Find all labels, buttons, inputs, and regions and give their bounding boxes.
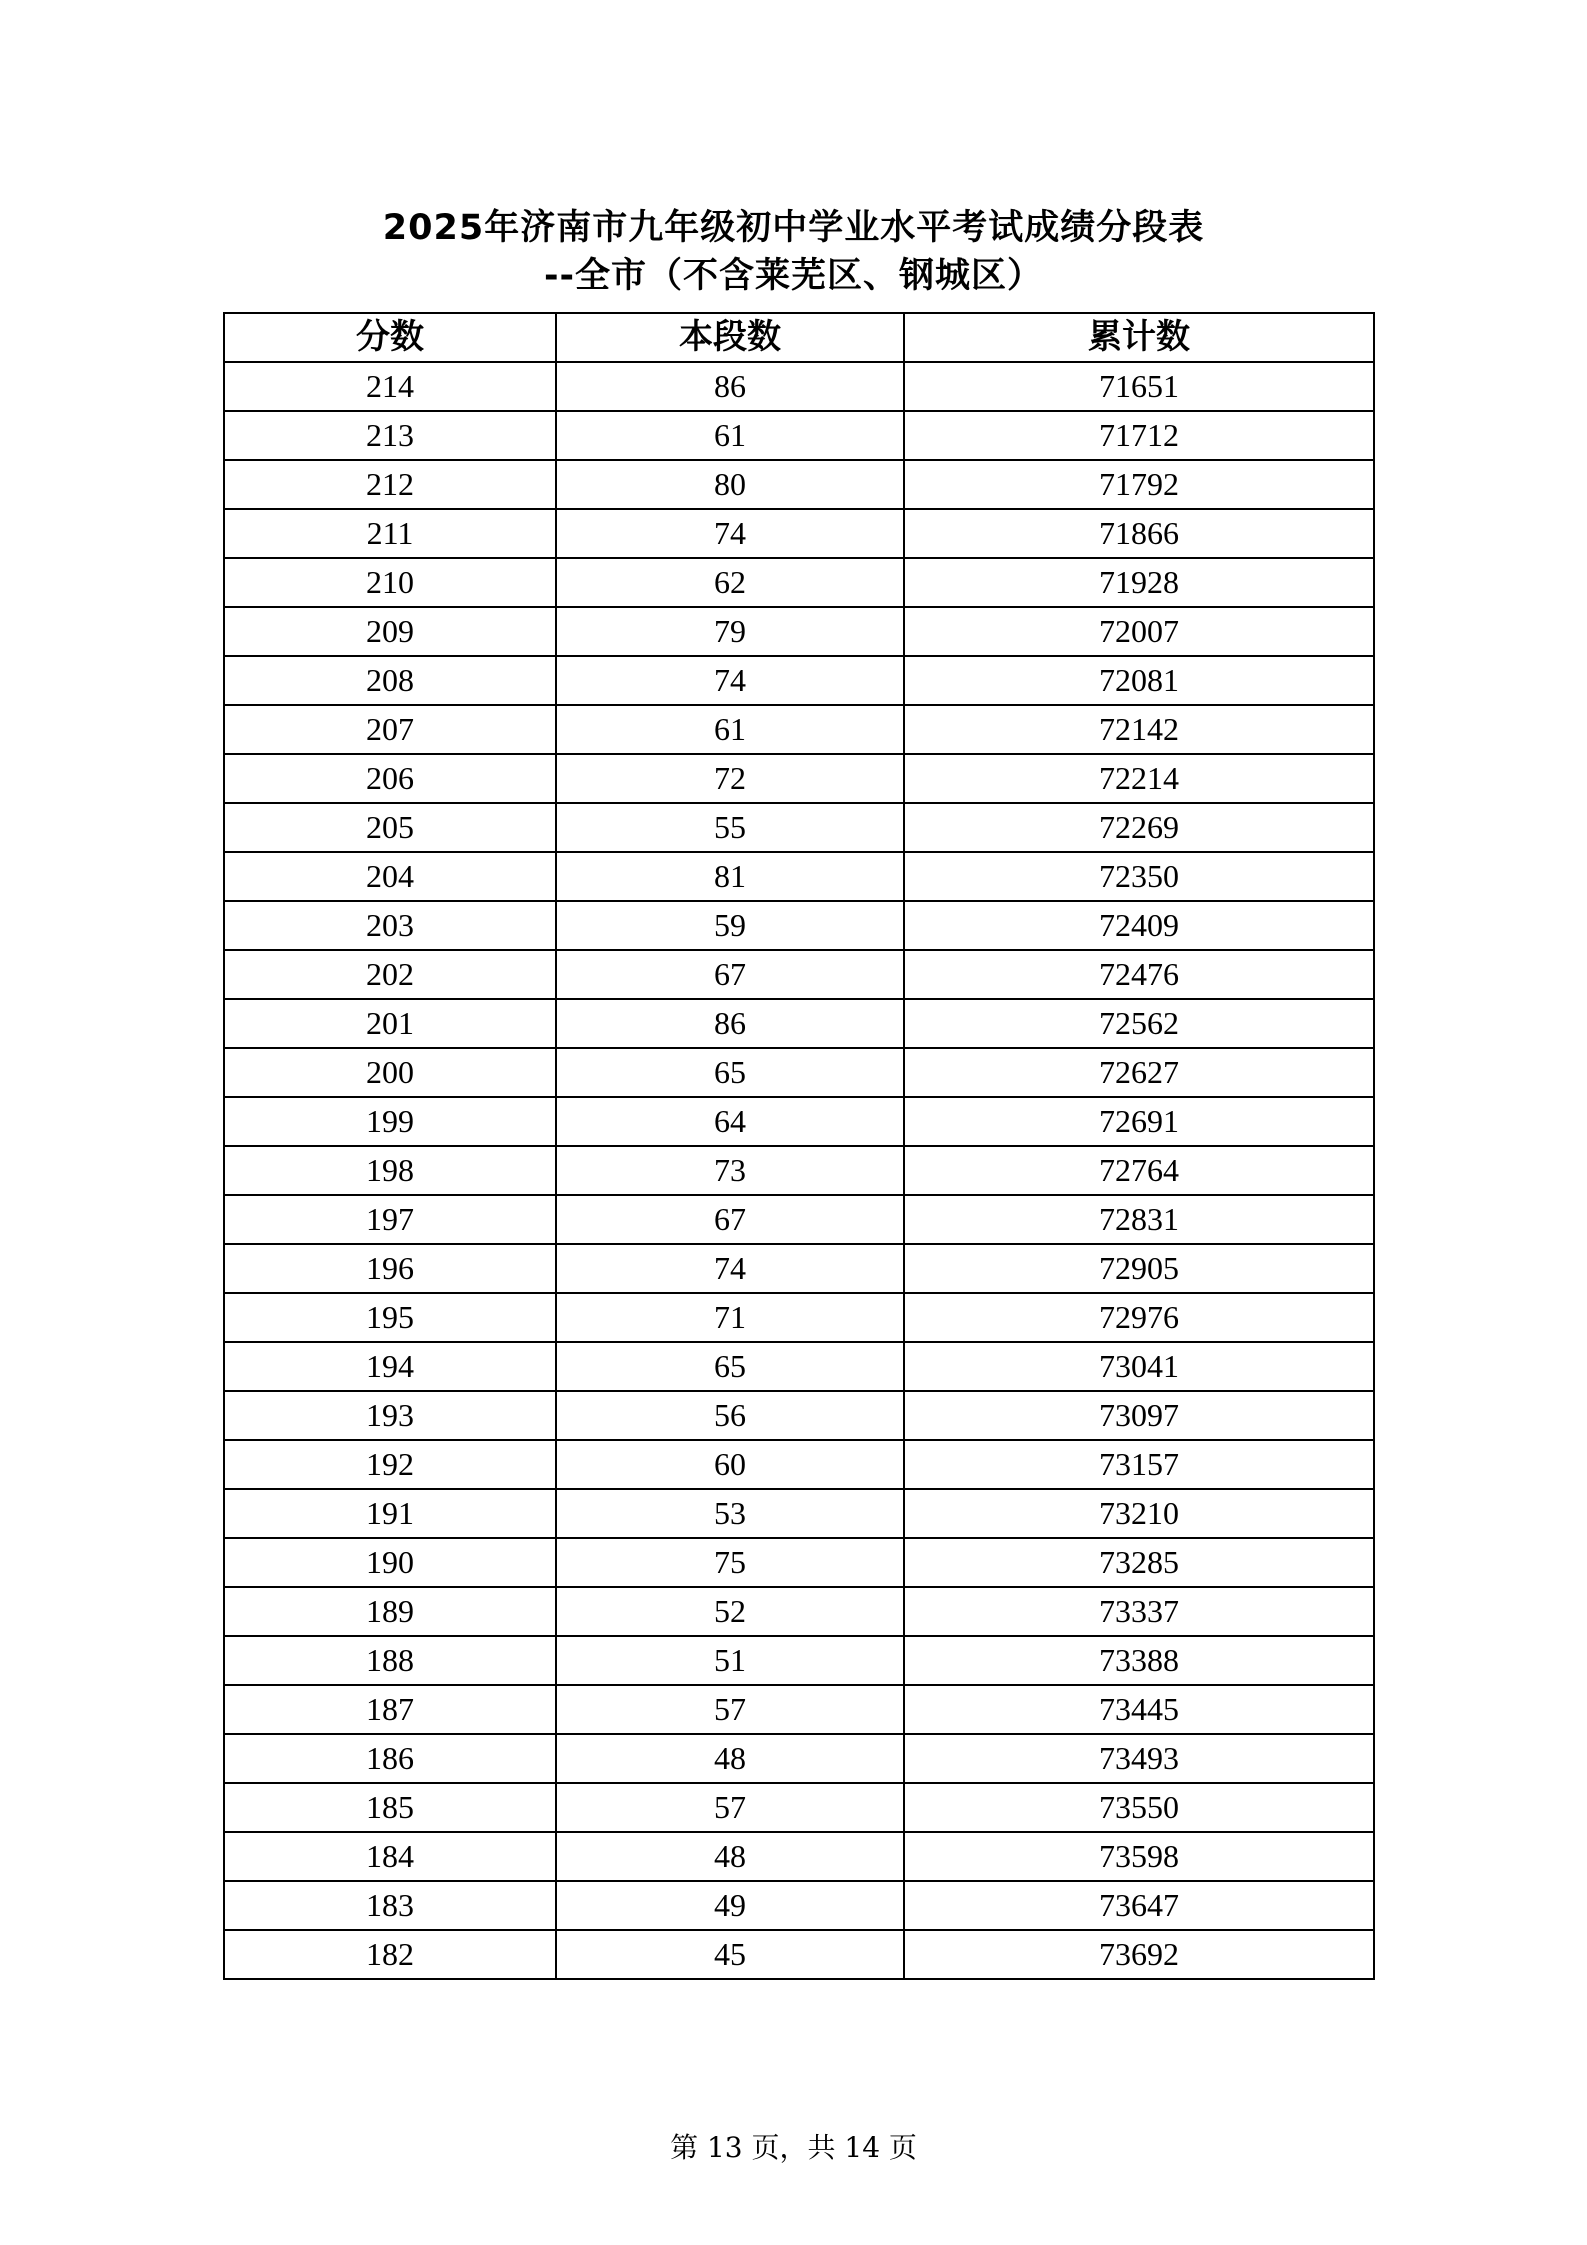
table-row [224, 1832, 1374, 1881]
score-cell: 193 [224, 1391, 556, 1440]
segment-count-cell: 62 [556, 558, 904, 607]
cumulative-count-cell: 73647 [904, 1881, 1374, 1930]
score-cell: 194 [224, 1342, 556, 1391]
table-row [224, 1734, 1374, 1783]
score-cell: 212 [224, 460, 556, 509]
score-cell: 203 [224, 901, 556, 950]
score-cell: 191 [224, 1489, 556, 1538]
table-row [224, 411, 1374, 460]
cumulative-count-cell: 72627 [904, 1048, 1374, 1097]
table-row [224, 754, 1374, 803]
cumulative-count-cell: 72269 [904, 803, 1374, 852]
cumulative-count-cell: 72142 [904, 705, 1374, 754]
segment-count-cell: 55 [556, 803, 904, 852]
cumulative-count-cell: 71651 [904, 362, 1374, 411]
segment-count-cell: 86 [556, 362, 904, 411]
segment-count-cell: 67 [556, 1195, 904, 1244]
table-row [224, 1636, 1374, 1685]
score-distribution-table [223, 312, 1375, 1980]
cumulative-count-cell: 72976 [904, 1293, 1374, 1342]
table-row [224, 1489, 1374, 1538]
table-row [224, 509, 1374, 558]
score-cell: 202 [224, 950, 556, 999]
segment-count-cell: 73 [556, 1146, 904, 1195]
segment-count-cell: 57 [556, 1783, 904, 1832]
table-row [224, 607, 1374, 656]
cumulative-count-cell: 73285 [904, 1538, 1374, 1587]
cumulative-count-cell: 72007 [904, 607, 1374, 656]
cumulative-count-cell: 73157 [904, 1440, 1374, 1489]
table-row [224, 1048, 1374, 1097]
cumulative-count-cell: 71792 [904, 460, 1374, 509]
cumulative-count-cell: 72409 [904, 901, 1374, 950]
segment-count-cell: 49 [556, 1881, 904, 1930]
score-cell: 211 [224, 509, 556, 558]
cumulative-count-cell: 72081 [904, 656, 1374, 705]
cumulative-count-cell: 72562 [904, 999, 1374, 1048]
segment-count-cell: 60 [556, 1440, 904, 1489]
cumulative-count-cell: 72691 [904, 1097, 1374, 1146]
table-row [224, 1587, 1374, 1636]
table-row [224, 558, 1374, 607]
table-row [224, 852, 1374, 901]
segment-count-cell: 65 [556, 1048, 904, 1097]
document-subtitle: --全市（不含莱芜区、钢城区） [543, 256, 1044, 296]
table-row [224, 1244, 1374, 1293]
segment-count-cell: 61 [556, 705, 904, 754]
segment-count-cell: 74 [556, 509, 904, 558]
score-cell: 192 [224, 1440, 556, 1489]
segment-count-cell: 48 [556, 1734, 904, 1783]
score-cell: 206 [224, 754, 556, 803]
header-score: 分数 [224, 313, 556, 362]
score-cell: 205 [224, 803, 556, 852]
cumulative-count-cell: 72905 [904, 1244, 1374, 1293]
segment-count-cell: 74 [556, 656, 904, 705]
cumulative-count-cell: 72214 [904, 754, 1374, 803]
score-cell: 188 [224, 1636, 556, 1685]
segment-count-cell: 86 [556, 999, 904, 1048]
segment-count-cell: 53 [556, 1489, 904, 1538]
segment-count-cell: 80 [556, 460, 904, 509]
score-cell: 182 [224, 1930, 556, 1979]
cumulative-count-cell: 72350 [904, 852, 1374, 901]
cumulative-count-cell: 72831 [904, 1195, 1374, 1244]
score-cell: 183 [224, 1881, 556, 1930]
cumulative-count-cell: 73692 [904, 1930, 1374, 1979]
score-cell: 199 [224, 1097, 556, 1146]
score-cell: 200 [224, 1048, 556, 1097]
segment-count-cell: 56 [556, 1391, 904, 1440]
cumulative-count-cell: 73210 [904, 1489, 1374, 1538]
cumulative-count-cell: 73445 [904, 1685, 1374, 1734]
score-cell: 197 [224, 1195, 556, 1244]
segment-count-cell: 57 [556, 1685, 904, 1734]
score-cell: 186 [224, 1734, 556, 1783]
table-row [224, 1097, 1374, 1146]
table-row [224, 1391, 1374, 1440]
header-segment-count: 本段数 [556, 313, 904, 362]
page-number-label: 第 13 页，共 14 页 [670, 2131, 917, 2164]
cumulative-count-cell: 73550 [904, 1783, 1374, 1832]
table-row [224, 901, 1374, 950]
score-cell: 210 [224, 558, 556, 607]
cumulative-count-cell: 71712 [904, 411, 1374, 460]
table-header-row [224, 313, 1374, 362]
table-row [224, 1538, 1374, 1587]
segment-count-cell: 75 [556, 1538, 904, 1587]
document-title: 2025年济南市九年级初中学业水平考试成绩分段表 [382, 208, 1205, 248]
table-row [224, 1881, 1374, 1930]
score-cell: 184 [224, 1832, 556, 1881]
score-cell: 198 [224, 1146, 556, 1195]
segment-count-cell: 48 [556, 1832, 904, 1881]
cumulative-count-cell: 71866 [904, 509, 1374, 558]
segment-count-cell: 65 [556, 1342, 904, 1391]
cumulative-count-cell: 72764 [904, 1146, 1374, 1195]
table-row [224, 460, 1374, 509]
score-cell: 196 [224, 1244, 556, 1293]
table-row [224, 999, 1374, 1048]
table-row [224, 1685, 1374, 1734]
segment-count-cell: 74 [556, 1244, 904, 1293]
table-row [224, 1930, 1374, 1979]
table-row [224, 803, 1374, 852]
table-body [224, 362, 1374, 1979]
segment-count-cell: 81 [556, 852, 904, 901]
page-footer [0, 2128, 1587, 2168]
segment-count-cell: 72 [556, 754, 904, 803]
score-cell: 204 [224, 852, 556, 901]
table-row [224, 1195, 1374, 1244]
cumulative-count-cell: 73388 [904, 1636, 1374, 1685]
table-row [224, 362, 1374, 411]
score-cell: 189 [224, 1587, 556, 1636]
table-row [224, 1342, 1374, 1391]
table-row [224, 656, 1374, 705]
table-row [224, 1146, 1374, 1195]
cumulative-count-cell: 73097 [904, 1391, 1374, 1440]
segment-count-cell: 52 [556, 1587, 904, 1636]
cumulative-count-cell: 71928 [904, 558, 1374, 607]
cumulative-count-cell: 73337 [904, 1587, 1374, 1636]
cumulative-count-cell: 73493 [904, 1734, 1374, 1783]
segment-count-cell: 45 [556, 1930, 904, 1979]
table-row [224, 1293, 1374, 1342]
segment-count-cell: 79 [556, 607, 904, 656]
table-row [224, 950, 1374, 999]
segment-count-cell: 59 [556, 901, 904, 950]
segment-count-cell: 71 [556, 1293, 904, 1342]
score-cell: 208 [224, 656, 556, 705]
segment-count-cell: 51 [556, 1636, 904, 1685]
cumulative-count-cell: 73041 [904, 1342, 1374, 1391]
score-cell: 190 [224, 1538, 556, 1587]
score-cell: 209 [224, 607, 556, 656]
segment-count-cell: 67 [556, 950, 904, 999]
segment-count-cell: 64 [556, 1097, 904, 1146]
score-cell: 214 [224, 362, 556, 411]
score-cell: 185 [224, 1783, 556, 1832]
cumulative-count-cell: 73598 [904, 1832, 1374, 1881]
score-cell: 187 [224, 1685, 556, 1734]
table-row [224, 1440, 1374, 1489]
score-cell: 213 [224, 411, 556, 460]
segment-count-cell: 61 [556, 411, 904, 460]
table-row [224, 1783, 1374, 1832]
score-cell: 207 [224, 705, 556, 754]
header-cumulative-count: 累计数 [904, 313, 1374, 362]
score-cell: 195 [224, 1293, 556, 1342]
score-cell: 201 [224, 999, 556, 1048]
table-row [224, 705, 1374, 754]
cumulative-count-cell: 72476 [904, 950, 1374, 999]
